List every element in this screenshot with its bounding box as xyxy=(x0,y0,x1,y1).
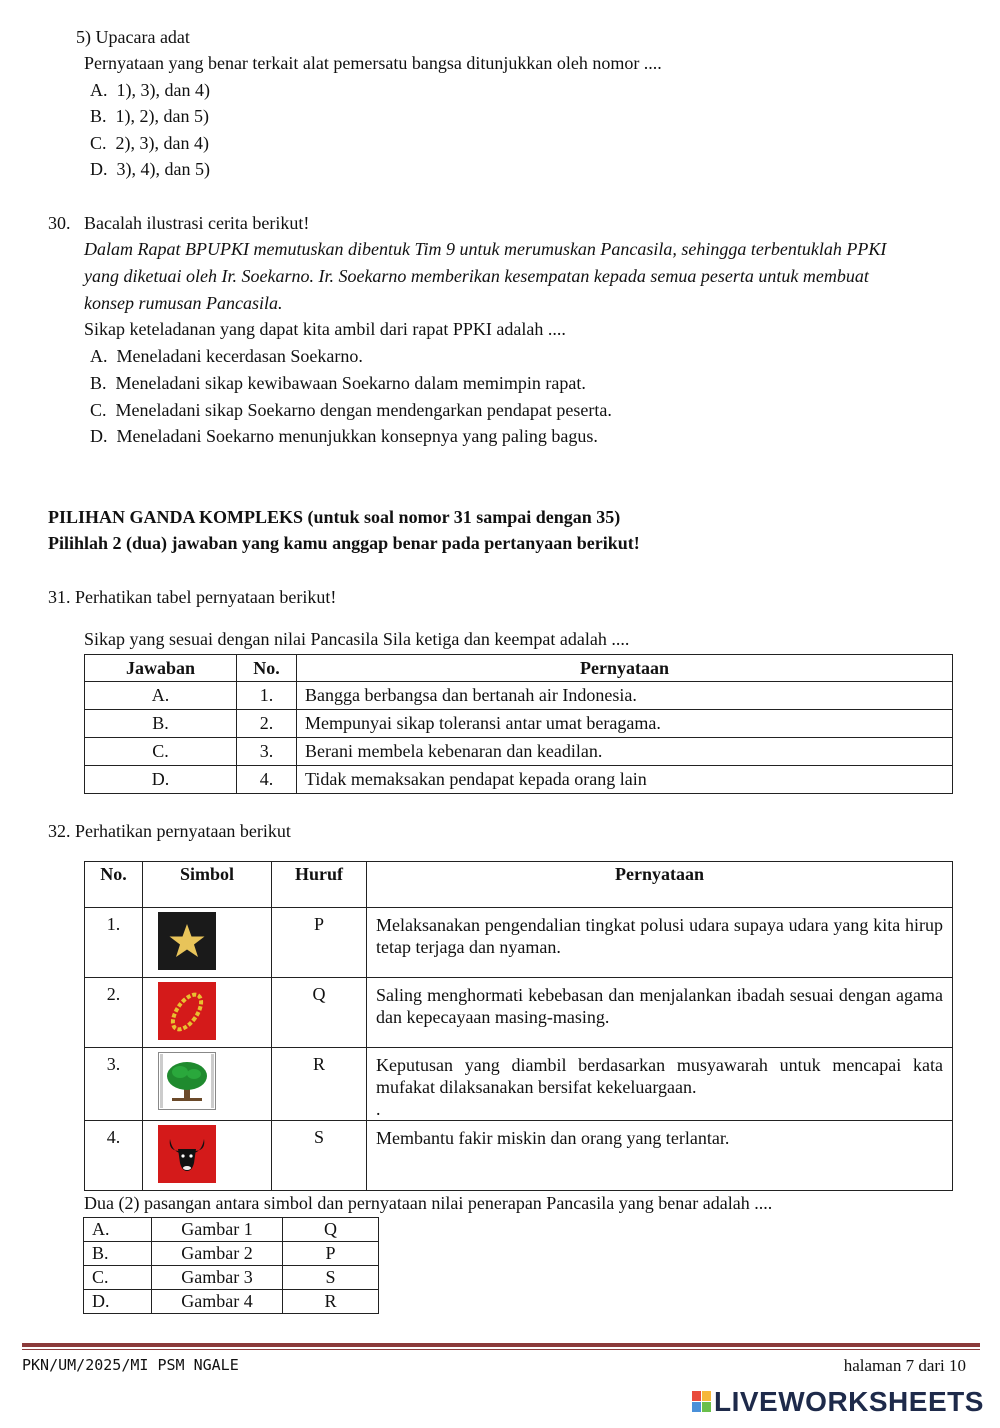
q29-item5: 5) Upacara adat xyxy=(76,27,190,47)
answer-huruf: Q xyxy=(283,1218,379,1242)
option-text: Meneladani Soekarno menunjukkan konsepnya yang paling bagus. xyxy=(116,426,598,446)
option-text: 1), 2), dan 5) xyxy=(115,106,209,126)
cell-huruf: Q xyxy=(272,978,367,1048)
cell-no: 1. xyxy=(85,908,143,978)
table-row[interactable] xyxy=(85,710,953,738)
q30-story-line2: yang diketuai oleh Ir. Soekarno. Ir. Soekarno memberikan kesempatan kepada semua peserta untuk membuat xyxy=(84,266,869,286)
banyan-tree-icon xyxy=(158,1052,216,1110)
cell-no: 4. xyxy=(85,1121,143,1191)
option-letter: C. xyxy=(90,133,107,153)
cell-no: 1. xyxy=(237,682,297,710)
answer-huruf: S xyxy=(283,1266,379,1290)
q29-question: Pernyataan yang benar terkait alat pemersatu bangsa ditunjukkan oleh nomor .... xyxy=(84,53,662,73)
cell-simbol xyxy=(143,978,272,1048)
q29-option-b[interactable] xyxy=(90,105,209,127)
table-row[interactable] xyxy=(85,1048,953,1121)
option-text: Meneladani sikap kewibawaan Soekarno dalam memimpin rapat. xyxy=(115,373,586,393)
cell-simbol xyxy=(143,908,272,978)
option-letter: A. xyxy=(90,80,108,100)
star-icon xyxy=(158,912,216,970)
answer-gambar: Gambar 4 xyxy=(152,1290,283,1314)
answer-gambar: Gambar 2 xyxy=(152,1242,283,1266)
answer-gambar: Gambar 3 xyxy=(152,1266,283,1290)
q30-option-d[interactable] xyxy=(90,425,598,447)
footer-page-number: halaman 7 dari 10 xyxy=(843,1356,966,1375)
q31-table xyxy=(84,654,953,794)
q32-title: 32. Perhatikan pernyataan berikut xyxy=(48,821,291,841)
cell-pernyataan xyxy=(367,1048,953,1121)
q29-option-a[interactable] xyxy=(90,79,210,101)
cell-jawaban: D. xyxy=(85,766,237,794)
footer-divider-thin xyxy=(22,1349,980,1350)
option-text: 2), 3), dan 4) xyxy=(115,133,209,153)
table-row[interactable] xyxy=(85,682,953,710)
header-no: No. xyxy=(85,862,143,908)
cell-simbol xyxy=(143,1048,272,1121)
q29-option-d[interactable] xyxy=(90,158,210,180)
answer-row-b[interactable] xyxy=(84,1242,379,1266)
table-row[interactable] xyxy=(85,738,953,766)
answer-letter: D. xyxy=(84,1290,152,1314)
liveworksheets-logo[interactable] xyxy=(692,1386,984,1418)
option-letter: B. xyxy=(90,373,107,393)
cell-huruf: R xyxy=(272,1048,367,1121)
header-no: No. xyxy=(237,655,297,682)
answer-letter: C. xyxy=(84,1266,152,1290)
header-pernyataan: Pernyataan xyxy=(297,655,953,682)
cell-jawaban: B. xyxy=(85,710,237,738)
cell-jawaban: A. xyxy=(85,682,237,710)
chain-icon xyxy=(158,982,216,1040)
cell-pernyataan: Bangga berbangsa dan bertanah air Indonesia. xyxy=(297,682,953,710)
footer-divider xyxy=(22,1343,980,1347)
liveworksheets-logo-icon xyxy=(692,1391,712,1413)
header-jawaban: Jawaban xyxy=(85,655,237,682)
q31-question: Sikap yang sesuai dengan nilai Pancasila Sila ketiga dan keempat adalah .... xyxy=(84,629,630,649)
liveworksheets-logo-text: LIVEWORKSHEETS xyxy=(714,1386,984,1417)
cell-jawaban: C. xyxy=(85,738,237,766)
cell-no: 3. xyxy=(85,1048,143,1121)
table-header-row xyxy=(85,655,953,682)
cell-huruf: P xyxy=(272,908,367,978)
header-huruf: Huruf xyxy=(272,862,367,908)
cell-no: 2. xyxy=(237,710,297,738)
cell-pernyataan: Berani membela kebenaran dan keadilan. xyxy=(297,738,953,766)
cell-huruf: S xyxy=(272,1121,367,1191)
cell-pernyataan: Mempunyai sikap toleransi antar umat beragama. xyxy=(297,710,953,738)
option-letter: B. xyxy=(90,106,107,126)
answer-letter: A. xyxy=(84,1218,152,1242)
option-text: Meneladani kecerdasan Soekarno. xyxy=(116,346,363,366)
answer-huruf: P xyxy=(283,1242,379,1266)
cell-pernyataan: Melaksanakan pengendalian tingkat polusi udara supaya udara yang kita hirup tetap terjaga dan nyaman. xyxy=(367,908,953,978)
header-pernyataan: Pernyataan xyxy=(367,862,953,908)
cell-simbol xyxy=(143,1121,272,1191)
cell-pernyataan: Saling menghormati kebebasan dan menjalankan ibadah sesuai dengan agama dan kepecayaan masing-masing. xyxy=(367,978,953,1048)
q32-question: Dua (2) pasangan antara simbol dan pernyataan nilai penerapan Pancasila yang benar adalah .... xyxy=(84,1193,773,1213)
q30-option-b[interactable] xyxy=(90,372,586,394)
footer-code: PKN/UM/2025/MI PSM NGALE xyxy=(22,1356,239,1374)
section-instruction: Pilihlah 2 (dua) jawaban yang kamu anggap benar pada pertanyaan berikut! xyxy=(48,533,640,553)
q30-option-c[interactable] xyxy=(90,399,612,421)
q32-answer-table xyxy=(83,1217,379,1314)
bull-head-icon xyxy=(158,1125,216,1183)
q31-title: 31. Perhatikan tabel pernyataan berikut! xyxy=(48,587,337,607)
option-letter: D. xyxy=(90,159,108,179)
option-letter: C. xyxy=(90,400,107,420)
q30-number: 30. xyxy=(48,213,71,233)
cell-no: 4. xyxy=(237,766,297,794)
option-letter: A. xyxy=(90,346,108,366)
cell-pernyataan: Tidak memaksakan pendapat kepada orang lain xyxy=(297,766,953,794)
header-simbol: Simbol xyxy=(143,862,272,908)
option-letter: D. xyxy=(90,426,108,446)
q30-story-line1: Dalam Rapat BPUPKI memutuskan dibentuk Tim 9 untuk merumuskan Pancasila, sehingga terbentuklah PPKI xyxy=(84,239,887,259)
table-header-row xyxy=(85,862,953,908)
q30-question: Sikap keteladanan yang dapat kita ambil dari rapat PPKI adalah .... xyxy=(84,319,566,339)
table-row[interactable] xyxy=(85,766,953,794)
section-heading: PILIHAN GANDA KOMPLEKS (untuk soal nomor 31 sampai dengan 35) xyxy=(48,507,621,527)
option-text: Meneladani sikap Soekarno dengan mendengarkan pendapat peserta. xyxy=(115,400,612,420)
table-row[interactable] xyxy=(85,1121,953,1191)
answer-row-d[interactable] xyxy=(84,1290,379,1314)
pernyataan-extra: . xyxy=(376,1099,381,1119)
answer-row-c[interactable] xyxy=(84,1266,379,1290)
q29-option-c[interactable] xyxy=(90,132,209,154)
answer-huruf: R xyxy=(283,1290,379,1314)
cell-no: 2. xyxy=(85,978,143,1048)
q30-story-line3: konsep rumusan Pancasila. xyxy=(84,293,283,313)
answer-row-a[interactable] xyxy=(84,1218,379,1242)
q32-table xyxy=(84,861,953,1191)
answer-letter: B. xyxy=(84,1242,152,1266)
option-text: 3), 4), dan 5) xyxy=(116,159,210,179)
cell-no: 3. xyxy=(237,738,297,766)
table-row[interactable] xyxy=(85,978,953,1048)
answer-gambar: Gambar 1 xyxy=(152,1218,283,1242)
cell-pernyataan: Membantu fakir miskin dan orang yang terlantar. xyxy=(367,1121,953,1191)
option-text: 1), 3), dan 4) xyxy=(116,80,210,100)
pernyataan-text: Keputusan yang diambil berdasarkan musyawarah untuk mencapai kata mufakat dilaksanakan bersifat kekeluargaan. xyxy=(376,1055,943,1097)
q30-option-a[interactable] xyxy=(90,345,363,367)
table-row[interactable] xyxy=(85,908,953,978)
q30-intro: Bacalah ilustrasi cerita berikut! xyxy=(84,213,310,233)
